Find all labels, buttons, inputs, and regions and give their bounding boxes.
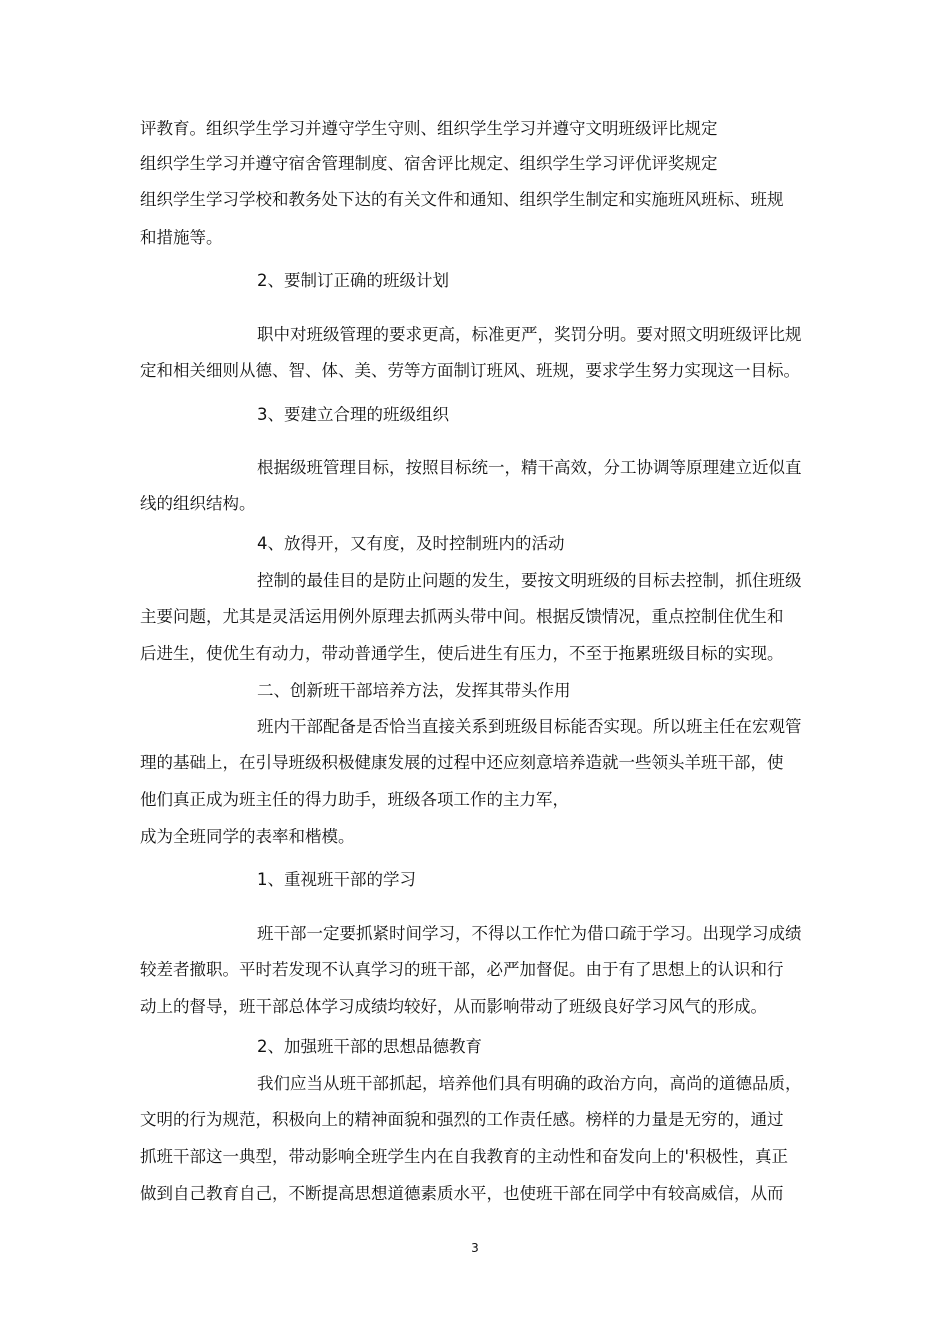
section-heading: 2、要制订正确的班级计划 bbox=[257, 271, 449, 290]
text-line: 组织学生学习并遵守宿舍管理制度、宿舍评比规定、组织学生学习评优评奖规定 bbox=[140, 154, 718, 173]
text-line: 控制的最佳目的是防止问题的发生，要按文明班级的目标去控制，抓住班级 bbox=[257, 571, 802, 590]
text-line: 后进生，使优生有动力，带动普通学生，使后进生有压力，不至于拖累班级目标的实现。 bbox=[140, 644, 784, 663]
text-line: 根据级班管理目标，按照目标统一，精干高效，分工协调等原理建立近似直 bbox=[257, 458, 802, 477]
text-line: 较差者撤职。平时若发现不认真学习的班干部，必严加督促。由于有了思想上的认识和行 bbox=[140, 960, 784, 979]
text-line: 主要问题，尤其是灵活运用例外原理去抓两头带中间。根据反馈情况，重点控制住优生和 bbox=[140, 607, 784, 626]
text-line: 他们真正成为班主任的得力助手，班级各项工作的主力军， bbox=[140, 790, 569, 809]
section-heading: 2、加强班干部的思想品德教育 bbox=[257, 1037, 482, 1056]
text-line: 和措施等。 bbox=[140, 228, 223, 247]
page-number: 3 bbox=[471, 1241, 479, 1255]
text-line: 理的基础上，在引导班级积极健康发展的过程中还应刻意培养造就一些领头羊班干部，使 bbox=[140, 753, 784, 772]
text-line: 文明的行为规范，积极向上的精神面貌和强烈的工作责任感。榜样的力量是无穷的，通过 bbox=[140, 1110, 784, 1129]
text-line: 抓班干部这一典型，带动影响全班学生内在自我教育的主动性和奋发向上的'积极性，真正 bbox=[140, 1147, 789, 1166]
text-line: 我们应当从班干部抓起，培养他们具有明确的政治方向，高尚的道德品质， bbox=[257, 1074, 802, 1093]
text-line: 职中对班级管理的要求更高，标准更严，奖罚分明。要对照文明班级评比规 bbox=[257, 325, 802, 344]
text-line: 评教育。组织学生学习并遵守学生守则、组织学生学习并遵守文明班级评比规定 bbox=[140, 119, 718, 138]
section-heading: 4、放得开，又有度，及时控制班内的活动 bbox=[257, 534, 565, 553]
text-line: 班干部一定要抓紧时间学习，不得以工作忙为借口疏于学习。出现学习成绩 bbox=[257, 924, 802, 943]
text-line: 班内干部配备是否恰当直接关系到班级目标能否实现。所以班主任在宏观管 bbox=[257, 717, 802, 736]
section-heading: 1、重视班干部的学习 bbox=[257, 870, 416, 889]
text-line: 定和相关细则从德、智、体、美、劳等方面制订班风、班规，要求学生努力实现这一目标。 bbox=[140, 361, 800, 380]
section-heading: 3、要建立合理的班级组织 bbox=[257, 405, 449, 424]
text-line: 成为全班同学的表率和楷模。 bbox=[140, 827, 355, 846]
text-line: 组织学生学习学校和教务处下达的有关文件和通知、组织学生制定和实施班风班标、班规 bbox=[140, 190, 784, 209]
text-line: 做到自己教育自己，不断提高思想道德素质水平，也使班干部在同学中有较高威信，从而 bbox=[140, 1184, 784, 1203]
section-heading: 二、创新班干部培养方法，发挥其带头作用 bbox=[257, 681, 571, 700]
text-line: 动上的督导，班干部总体学习成绩均较好，从而影响带动了班级良好学习风气的形成。 bbox=[140, 997, 767, 1016]
text-line: 线的组织结构。 bbox=[140, 494, 256, 513]
